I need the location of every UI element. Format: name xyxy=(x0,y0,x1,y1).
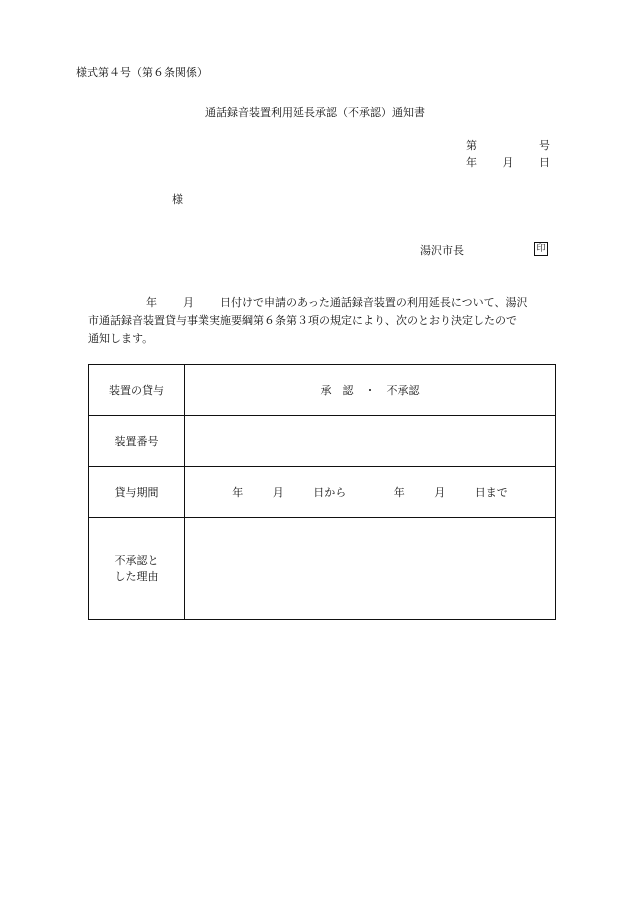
loan-period-field[interactable] xyxy=(185,467,556,518)
table-row xyxy=(89,518,556,620)
rejection-reason-label: 不承認とした理由 xyxy=(114,553,159,583)
period-end-month: 月 xyxy=(434,486,446,499)
body-month: 月 xyxy=(183,296,194,309)
device-number-field[interactable] xyxy=(185,416,556,467)
decision-table xyxy=(88,364,556,620)
period-end-day: 日まで xyxy=(474,486,508,499)
period-start-month: 月 xyxy=(272,486,284,499)
row-label-loan-period: 貸与期間 xyxy=(89,467,185,518)
document-title: 通話録音装置利用延長承認（不承認）通知書 xyxy=(205,106,425,119)
notice-body xyxy=(88,294,552,348)
table-row xyxy=(89,416,556,467)
period-start-year: 年 xyxy=(232,486,244,499)
body-year: 年 xyxy=(146,296,157,309)
row-label-rejection-reason xyxy=(89,518,185,620)
body-line-2: 市通話録音装置貸与事業実施要綱第６条第３項の規定により、次のとおり決定したので xyxy=(88,314,517,327)
issue-date xyxy=(466,156,550,170)
approval-status: 承 認 ・ 不承認 xyxy=(185,365,556,416)
issue-date-day: 日 xyxy=(539,156,550,169)
period-start-day: 日から xyxy=(313,486,347,499)
issuer-name: 湯沢市長 xyxy=(420,244,464,257)
form-number: 様式第４号（第６条関係） xyxy=(76,66,208,79)
issue-number-prefix: 第 xyxy=(466,139,477,152)
issue-date-year: 年 xyxy=(466,156,477,169)
row-label-loan: 装置の貸与 xyxy=(89,365,185,416)
body-line-1-rest: 日付けで申請のあった通話録音装置の利用延長について、湯沢 xyxy=(220,296,528,309)
issue-number xyxy=(466,139,550,153)
table-row xyxy=(89,467,556,518)
body-line-3: 通知します。 xyxy=(88,332,154,345)
seal-mark: 印 xyxy=(534,242,548,256)
rejection-reason-field[interactable] xyxy=(185,518,556,620)
period-end-year: 年 xyxy=(393,486,405,499)
addressee-honorific: 様 xyxy=(172,193,183,206)
body-line-1 xyxy=(88,294,552,312)
issue-number-suffix: 号 xyxy=(539,139,550,152)
issue-date-month: 月 xyxy=(502,156,514,169)
table-row xyxy=(89,365,556,416)
row-label-device-number: 装置番号 xyxy=(89,416,185,467)
